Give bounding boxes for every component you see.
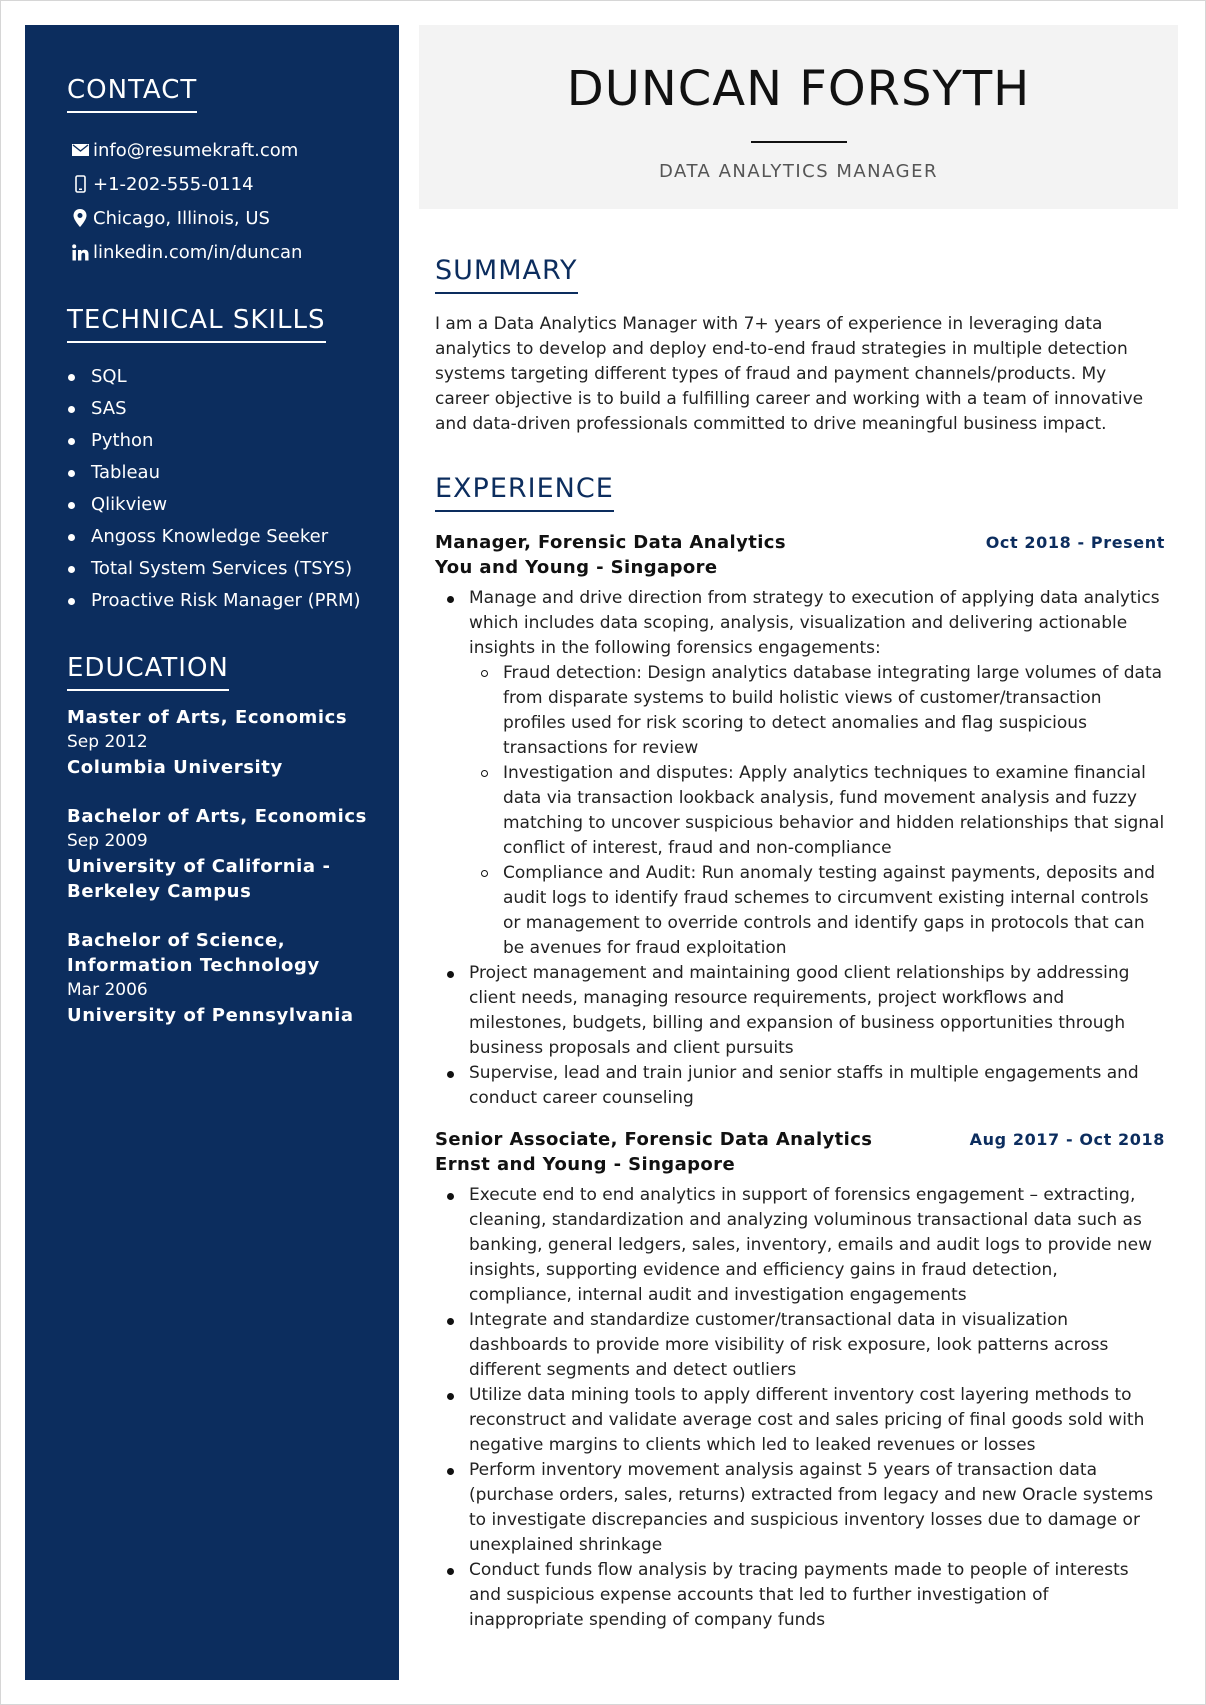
job-date: Aug 2017 - Oct 2018 [969, 1130, 1165, 1149]
education-entry [67, 705, 399, 780]
skill-item: SAS [67, 393, 399, 425]
job-company: Ernst and Young - Singapore [435, 1154, 736, 1175]
job-title: Manager, Forensic Data Analytics [435, 532, 786, 553]
contact-location [67, 201, 399, 235]
job-bullet: Perform inventory movement analysis against 5 years of transaction data (purchase orders, sales, returns) extracted from legacy and new Oracle systems to investigate discrepancies and suspicious inventory losses due to damage or unexplained shrinkage [469, 1458, 1165, 1558]
skills-section [67, 305, 399, 617]
edu-date: Sep 2009 [67, 831, 148, 851]
contact-section [67, 75, 399, 269]
job-sub-bullet: Fraud detection: Design analytics database integrating large volumes of data from disparate systems to build holistic views of customer/transaction profiles used for risk scoring to detect anomalies and flag suspicious transactions for review [503, 661, 1165, 761]
job-title: Senior Associate, Forensic Data Analytics [435, 1129, 873, 1150]
skill-item: Angoss Knowledge Seeker [67, 521, 399, 553]
contact-phone[interactable] [67, 167, 399, 201]
job-date: Oct 2018 - Present [985, 533, 1165, 552]
skill-item: Python [67, 425, 399, 457]
job-bullet-text: Manage and drive direction from strategy to execution of applying data analytics which includes data scoping, analysis, visualization and delivering actionable insights in the following forensics engagements: [469, 588, 1160, 658]
experience-heading: EXPERIENCE [435, 473, 614, 512]
education-entry [67, 928, 399, 1028]
job-bullet: Project management and maintaining good client relationships by addressing client needs, managing resource requirements, project workflows and milestones, budgets, billing and expansion of business opportunities through business proposals and client pursuits [469, 961, 1165, 1061]
job-bullet: Integrate and standardize customer/transactional data in visualization dashboards to provide more visibility of risk exposure, look patterns across different segments and detect outliers [469, 1308, 1165, 1383]
edu-degree: Bachelor of Arts, Economics [67, 806, 367, 827]
edu-school: University of California - Berkeley Campus [67, 856, 331, 902]
candidate-role: DATA ANALYTICS MANAGER [659, 161, 938, 182]
job-bullet: Execute end to end analytics in support of forensics engagement – extracting, cleaning, standardization and analyzing voluminous transactional data such as banking, general ledgers, sales, inventory, emails and audit logs to provide new insights, supporting evidence and efficiency gains in fraud detection, compliance, internal audit and investigation engagements [469, 1183, 1165, 1308]
job-bullet: Supervise, lead and train junior and senior staffs in multiple engagements and conduct career counseling [469, 1061, 1165, 1111]
job-bullets [435, 1183, 1165, 1633]
resume-header [419, 25, 1178, 209]
linkedin-icon [67, 244, 93, 261]
contact-location-text: Chicago, Illinois, US [93, 207, 270, 229]
main-content [435, 255, 1165, 1633]
summary-heading: SUMMARY [435, 255, 578, 294]
experience-section [435, 473, 1165, 1633]
contact-email[interactable] [67, 133, 399, 167]
summary-text: I am a Data Analytics Manager with 7+ years of experience in leveraging data analytics to develop and deploy end-to-end fraud strategies in multiple detection systems targeting different types of fraud and payment channels/products. My career objective is to build a fulfilling career and working with a team of innovative and data-driven professionals committed to drive meaningful business impact. [435, 314, 1144, 434]
edu-date: Sep 2012 [67, 732, 148, 752]
summary-section [435, 255, 1165, 437]
job-sub-bullets [469, 661, 1165, 961]
skill-item: Proactive Risk Manager (PRM) [67, 585, 399, 617]
job-bullets [435, 586, 1165, 1111]
phone-icon [67, 175, 93, 193]
job-sub-bullet: Compliance and Audit: Run anomaly testing against payments, deposits and audit logs to identify fraud schemes to circumvent existing internal controls or management to override controls and identify gaps in protocols that can be avenues for fraud exploitation [503, 861, 1165, 961]
job-entry [435, 530, 1165, 1111]
job-bullet [469, 586, 1165, 961]
skills-list [67, 361, 399, 617]
edu-date: Mar 2006 [67, 980, 148, 1000]
education-entry [67, 804, 399, 904]
edu-school: Columbia University [67, 757, 283, 778]
contact-heading: CONTACT [67, 75, 197, 113]
job-sub-bullet: Investigation and disputes: Apply analytics techniques to examine financial data via transaction lookback analysis, fund movement analysis and fuzzy matching to uncover suspicious behavior and hidden relationships that signal conflict of interest, fraud and non-compliance [503, 761, 1165, 861]
education-section [67, 653, 399, 1028]
job-entry [435, 1127, 1165, 1633]
skill-item: Total System Services (TSYS) [67, 553, 399, 585]
sidebar [25, 25, 399, 1680]
skill-item: SQL [67, 361, 399, 393]
contact-list [67, 133, 399, 269]
location-pin-icon [67, 209, 93, 227]
job-bullet: Utilize data mining tools to apply different inventory cost layering methods to reconstruct and validate average cost and sales pricing of final goods sold with negative margins to clients which led to leaked revenues or losses [469, 1383, 1165, 1458]
job-company: You and Young - Singapore [435, 557, 718, 578]
skill-item: Qlikview [67, 489, 399, 521]
skill-item: Tableau [67, 457, 399, 489]
contact-phone-text: +1-202-555-0114 [93, 173, 254, 195]
education-heading: EDUCATION [67, 653, 229, 691]
candidate-name: DUNCAN FORSYTH [566, 61, 1031, 117]
edu-degree: Bachelor of Science, Information Technology [67, 930, 320, 976]
contact-linkedin[interactable] [67, 235, 399, 269]
envelope-icon [67, 144, 93, 156]
contact-linkedin-text: linkedin.com/in/duncan [93, 241, 303, 263]
edu-school: University of Pennsylvania [67, 1005, 354, 1026]
job-bullet: Conduct funds flow analysis by tracing payments made to people of interests and suspicious expense accounts that led to further investigation of inappropriate spending of company funds [469, 1558, 1165, 1633]
edu-degree: Master of Arts, Economics [67, 707, 348, 728]
contact-email-text: info@resumekraft.com [93, 139, 299, 161]
skills-heading: TECHNICAL SKILLS [67, 305, 326, 343]
name-divider [751, 141, 847, 143]
